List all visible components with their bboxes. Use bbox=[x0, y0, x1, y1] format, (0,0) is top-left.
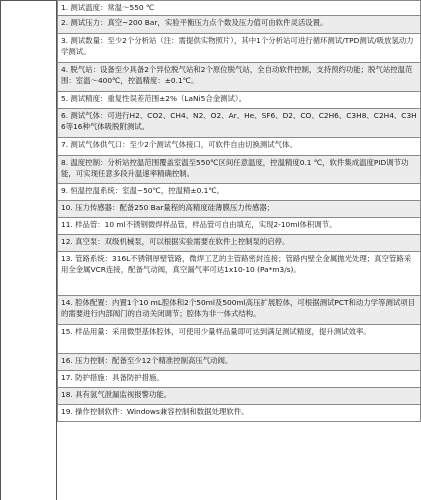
spec-row-8 bbox=[58, 156, 421, 184]
spec-text: 10. 压力传感器：配备250 Bar量程的高精度硅薄膜压力传感器； bbox=[58, 201, 421, 218]
spec-text: 7. 测试气体供气口：至少2个测试气体接口，可软件自由切换测试气体。 bbox=[58, 138, 421, 156]
spec-text: 5. 测试精度：重复性误差范围±2%（LaNi5合金测试）。 bbox=[58, 92, 421, 109]
spec-row-17 bbox=[58, 371, 421, 388]
spec-text: 1. 测试温度：常温～550 ℃ bbox=[58, 1, 421, 16]
spec-row-2 bbox=[58, 16, 421, 34]
spec-row-4 bbox=[58, 63, 421, 92]
spec-text: 3. 测试数量：至少2个分析站（注：需提供实物照片），其中1个分析站可进行循环测试/TPD测试/吸放氢动力学测试。 bbox=[58, 34, 421, 63]
spec-row-5 bbox=[58, 92, 421, 109]
spec-row-6 bbox=[58, 109, 421, 138]
spec-row-18 bbox=[58, 388, 421, 405]
spec-text: 12. 真空泵：双级机械泵，可以根据实验需要在软件上控制泵的启停。 bbox=[58, 235, 421, 252]
spec-text: 17. 防护措施：具备防护措施。 bbox=[58, 371, 421, 388]
spec-text: 6. 测试气体：可进行H2、CO2、CH4、N2、O2、Ar、He、SF6、D2、CO、C2H6、C3H8、C2H4、C3H6等16种气体吸脱附测试。 bbox=[58, 109, 421, 138]
spec-row-19 bbox=[58, 405, 421, 422]
spec-text: 15. 样品用量：采用微型基体腔体，可使用少量样品量即可达到满足测试精度，提升测试效率。 bbox=[58, 325, 421, 354]
spec-text: 14. 腔体配置：内置1个10 mL腔体和2个50ml及500ml高压扩展腔体，可根据测试PCT和动力学等测试项目的需要进行内部阀门的自动关闭调节；腔体为非一体式结构。 bbox=[58, 296, 421, 325]
spec-row-14 bbox=[58, 296, 421, 325]
spec-row-10 bbox=[58, 201, 421, 218]
spec-text: 13. 管路系统：316L不锈钢厚壁管路，微焊工艺的主管路密封连接；管路内壁全金属抛光处理；真空管路采用全金属VCR连接，配备气动阀，真空漏气率可达1x10-10 (Pa*m3/s)。 bbox=[58, 252, 421, 296]
spec-text: 9. 恒温控温系统：室温~50℃，控温精±0.1℃。 bbox=[58, 184, 421, 201]
spec-row-1 bbox=[58, 1, 421, 16]
spec-table bbox=[57, 0, 421, 422]
spec-row-11 bbox=[58, 218, 421, 235]
spec-row-12 bbox=[58, 235, 421, 252]
spec-row-16 bbox=[58, 354, 421, 371]
spec-text: 8. 温度控制：分析站控温范围覆盖室温至550℃区间任意温度，控温精度0.1 ℃，软件集成温度PID调节功能，可实现任意多段升温速率精确控制。 bbox=[58, 156, 421, 184]
spec-row-13 bbox=[58, 252, 421, 296]
spec-text: 18. 具有氢气泄漏监视报警功能。 bbox=[58, 388, 421, 405]
left-label-column bbox=[0, 0, 57, 500]
spec-text: 19. 操作控制软件：Windows兼容控制和数据处理软件。 bbox=[58, 405, 421, 422]
spec-row-9 bbox=[58, 184, 421, 201]
spec-text: 2. 测试压力：真空~200 Bar，实验平衡压力点个数及压力值可由软件灵活设置。 bbox=[58, 16, 421, 34]
spec-text: 16. 压力控制：配备至少12个精准控制高压气动阀。 bbox=[58, 354, 421, 371]
spec-text: 11. 样品管：10 ml不锈钢微焊样品管，样品管可自由填充，实现2-10ml体积调节。 bbox=[58, 218, 421, 235]
spec-row-3 bbox=[58, 34, 421, 63]
spec-text: 4. 脱气站：设备至少具备2个异位脱气站和2个原位脱气站，全自动软件控制，支持预约功能；脱气站控温范围：室温～400℃，控温精度：±0.1℃。 bbox=[58, 63, 421, 92]
spec-row-7 bbox=[58, 138, 421, 156]
spec-row-15 bbox=[58, 325, 421, 354]
